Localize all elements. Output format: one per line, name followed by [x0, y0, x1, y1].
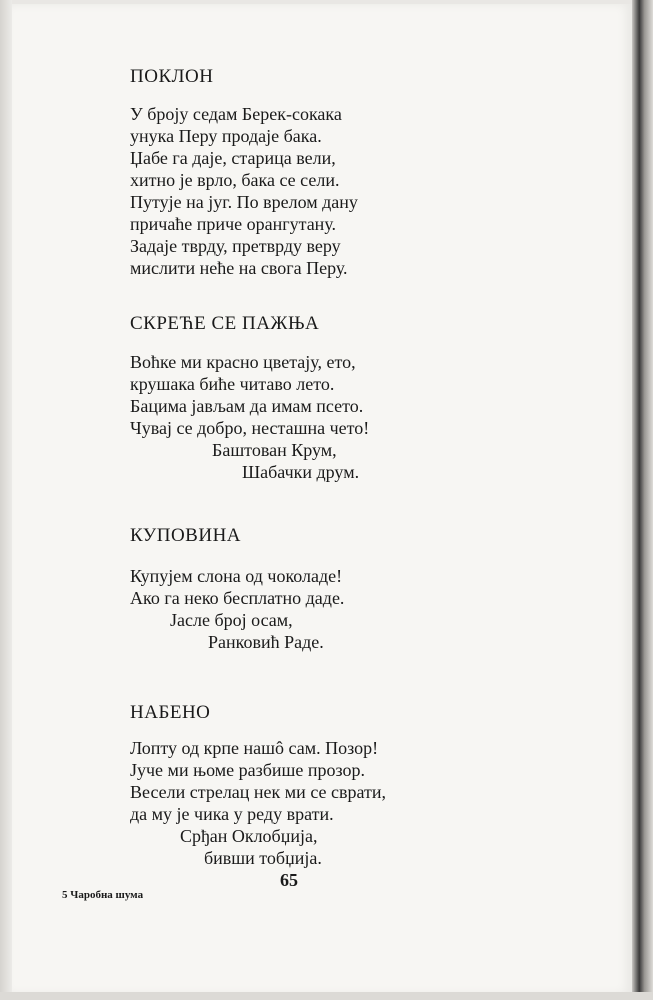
poem-title-poklon: ПОКЛОН: [130, 66, 214, 87]
verse-line: Задаје тврду, претврду веру: [130, 236, 341, 256]
verse-line: Ако га неко бесплатно даде.: [130, 588, 345, 608]
verse-line: Јуче ми њоме разбише прозор.: [130, 760, 366, 780]
verse-line: мислити неће на свога Перу.: [130, 258, 348, 278]
verse-line: Воћке ми красно цветају, ето,: [130, 352, 356, 372]
poem-body-kupovina: [130, 565, 344, 653]
page-number: 65: [280, 870, 298, 890]
verse-line: хитно је врло, бака се сели.: [130, 170, 340, 190]
printer-signature-mark: 5 Чаробна шума: [62, 889, 144, 901]
verse-line: да му је чика у реду врати.: [130, 804, 334, 824]
binding-gutter: [0, 0, 12, 1000]
verse-signature-line: Јасле број осам,: [170, 610, 293, 630]
verse-line: причаће приче орангутану.: [130, 214, 337, 234]
page-bottom-edge: [0, 992, 653, 1000]
verse-line: Весели стрелац нек ми се сврати,: [130, 782, 387, 802]
verse-line: Бацима јављам да имам псето.: [130, 396, 364, 416]
poem-body-nabeno: [130, 737, 386, 869]
poem-title-kupovina: КУПОВИНА: [130, 525, 242, 546]
verse-line: унука Перу продаје бака.: [130, 126, 322, 146]
verse-line: Купујем слона од чоколаде!: [130, 566, 343, 586]
verse-line: У броју седам Берек-сокака: [130, 104, 342, 124]
page-edge: [632, 0, 653, 1000]
poem-body-skrece-se-paznja: [130, 351, 369, 483]
verse-signature-line: бивши тобџија.: [204, 848, 322, 868]
poem-body-poklon: [130, 103, 358, 279]
verse-signature-line: Баштован Крум,: [212, 440, 337, 460]
verse-signature-line: Ранковић Раде.: [208, 632, 324, 652]
verse-line: Лопту од крпе нашô сам. Позор!: [130, 738, 379, 758]
verse-line: крушака биће читаво лето.: [130, 374, 335, 394]
verse-line: Путује на југ. По врелом дану: [130, 192, 358, 212]
verse-line: Џабе га даје, старица вели,: [130, 148, 336, 168]
poem-title-skrece-se-paznja: СКРЕЋЕ СЕ ПАЖЊА: [130, 313, 320, 334]
verse-signature-line: Срђан Оклобџија,: [180, 826, 318, 846]
verse-line: Чувај се добро, несташна чето!: [130, 418, 370, 438]
verse-signature-line: Шабачки друм.: [242, 462, 360, 482]
poem-title-nabeno: НАБЕНО: [130, 702, 211, 723]
